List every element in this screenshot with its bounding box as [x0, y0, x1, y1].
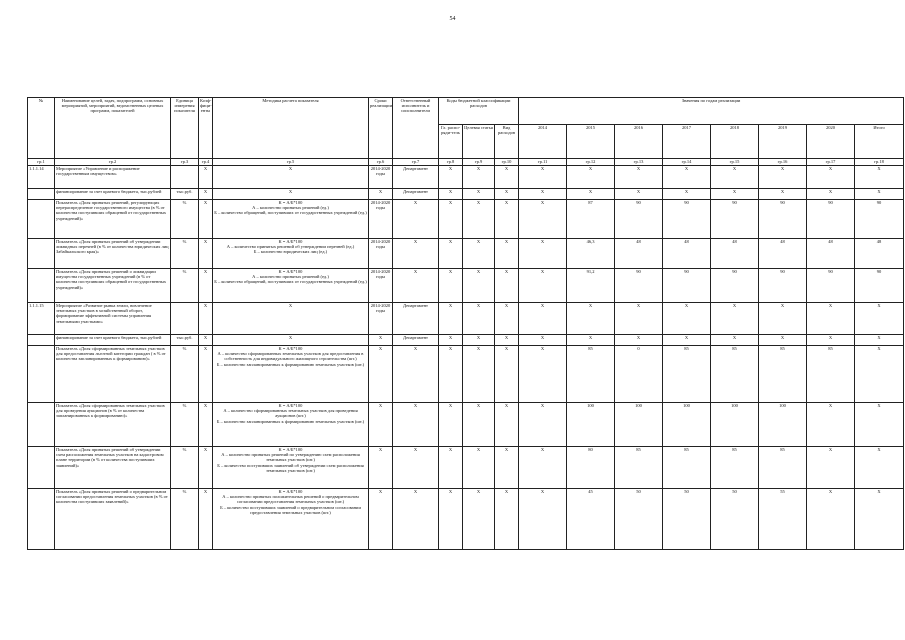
- header-year: 2017: [663, 125, 711, 159]
- row-year-value: X: [759, 166, 807, 189]
- column-number: гр.9: [463, 159, 495, 166]
- row-year-value: 90: [663, 269, 711, 303]
- row-year-value: 100: [567, 403, 615, 447]
- row-year-value: X: [567, 303, 615, 335]
- row-year-value: 50: [615, 489, 663, 550]
- row-year-value: 90: [663, 200, 711, 239]
- row-responsible: X: [393, 403, 439, 447]
- row-year-value: 90: [855, 200, 904, 239]
- row-number: [28, 403, 55, 447]
- row-year-value: X: [855, 489, 904, 550]
- row-year-value: X: [519, 269, 567, 303]
- row-term: X: [369, 346, 393, 403]
- row-responsible: X: [393, 346, 439, 403]
- column-number: гр.1: [28, 159, 55, 166]
- row-year-value: X: [615, 335, 663, 346]
- row-year-value: 50: [663, 489, 711, 550]
- row-year-value: X: [711, 303, 759, 335]
- row-budget-code: X: [495, 269, 519, 303]
- row-number: [28, 447, 55, 489]
- page-number: 54: [449, 16, 456, 22]
- row-year-value: 0: [615, 346, 663, 403]
- row-year-value: 48: [759, 239, 807, 269]
- row-budget-code: X: [439, 239, 463, 269]
- header-budget-codes: Коды бюджетной классификации расходов: [439, 98, 519, 125]
- table-row: [28, 489, 904, 550]
- row-budget-code: X: [495, 200, 519, 239]
- row-year-value: X: [855, 166, 904, 189]
- row-term: 2014-2020 годы: [369, 239, 393, 269]
- row-year-value: X: [855, 189, 904, 200]
- row-year-value: X: [807, 189, 855, 200]
- row-budget-code: X: [495, 239, 519, 269]
- row-term: 2014-2020 годы: [369, 269, 393, 303]
- row-responsible: Департамент: [393, 303, 439, 335]
- column-number: гр.15: [711, 159, 759, 166]
- row-year-value: X: [519, 303, 567, 335]
- row-name: Показатель «Доля принятых решений о предварительном согласовании предоставления земельных участков (в % от количества поступивших заявлений)»: [55, 489, 171, 550]
- table-row: [28, 346, 904, 403]
- row-number: [28, 335, 55, 346]
- row-year-value: 90: [711, 200, 759, 239]
- row-name: финансирование за счет краевого бюджета, тыс.рублей: [55, 335, 171, 346]
- row-responsible: X: [393, 269, 439, 303]
- row-method: К = А/Б*100 А – количество принятых решений об утверждении перечней (ед.) Б – количество юридических лиц (ед.): [213, 239, 369, 269]
- row-budget-code: X: [495, 447, 519, 489]
- row-year-value: X: [519, 239, 567, 269]
- row-budget-code: X: [439, 335, 463, 346]
- header-year: 2014: [519, 125, 567, 159]
- row-unit: %: [171, 239, 199, 269]
- table-row: [28, 403, 904, 447]
- row-year-value: X: [807, 303, 855, 335]
- row-budget-code: X: [495, 303, 519, 335]
- row-year-value: 45: [567, 489, 615, 550]
- header-code-expense-type: Вид расходов: [495, 125, 519, 159]
- row-unit: тыс.руб.: [171, 335, 199, 346]
- row-name: Показатель «Доля принятых решений, регулирующих перераспределение государственного имущества (в % от количества поступивших обращений от государственных учреждений)»: [55, 200, 171, 239]
- row-term: X: [369, 447, 393, 489]
- row-year-value: X: [567, 189, 615, 200]
- row-year-value: X: [855, 403, 904, 447]
- row-year-value: X: [615, 166, 663, 189]
- row-budget-code: X: [463, 346, 495, 403]
- row-year-value: X: [807, 447, 855, 489]
- row-budget-code: X: [439, 346, 463, 403]
- row-year-value: X: [855, 335, 904, 346]
- column-number: гр.8: [439, 159, 463, 166]
- header-year: 2018: [711, 125, 759, 159]
- row-coef: X: [199, 303, 213, 335]
- header-unit: Единица измерения показателя: [171, 98, 199, 159]
- row-year-value: 80: [567, 447, 615, 489]
- row-year-value: X: [519, 447, 567, 489]
- header-code-target-article: Целевая статья: [463, 125, 495, 159]
- row-year-value: X: [855, 303, 904, 335]
- header-coef: Коэф-фици-енты: [199, 98, 213, 159]
- row-year-value: 46,3: [567, 239, 615, 269]
- row-method: К = А/Б*100 А – количество сформированных земельных участков для проведения аукционов (шт.) Б – количество запланированных к формированию земельных участков (шт.): [213, 403, 369, 447]
- row-term: 2014-2020 годы: [369, 200, 393, 239]
- header-no: №: [28, 98, 55, 159]
- column-number: гр.11: [519, 159, 567, 166]
- row-year-value: X: [759, 303, 807, 335]
- row-unit: %: [171, 200, 199, 239]
- table-row: [28, 200, 904, 239]
- row-year-value: X: [519, 200, 567, 239]
- row-term: 2014-2020 годы: [369, 166, 393, 189]
- row-term: X: [369, 489, 393, 550]
- row-year-value: 48: [711, 239, 759, 269]
- row-budget-code: X: [495, 489, 519, 550]
- row-year-value: X: [807, 489, 855, 550]
- column-number: гр.12: [567, 159, 615, 166]
- row-budget-code: X: [495, 335, 519, 346]
- row-year-value: X: [567, 166, 615, 189]
- row-budget-code: X: [495, 403, 519, 447]
- row-year-value: X: [615, 189, 663, 200]
- row-year-value: 90: [807, 200, 855, 239]
- row-number: 1.1.1.15: [28, 303, 55, 335]
- header-name: Наименование целей, задач, подпрограмм, основных мероприятий, мероприятий, ведомственных целевых программ, показателей: [55, 98, 171, 159]
- row-term: 2014-2020 годы: [369, 303, 393, 335]
- row-budget-code: X: [439, 189, 463, 200]
- row-method: К = А/Б*100 А – количество сформированных земельных участков для предоставления в собственность для индивидуального жилищного строительства (шт.) Б – количество запланированных к формированию земельных участков (шт.): [213, 346, 369, 403]
- row-year-value: X: [519, 189, 567, 200]
- row-responsible: X: [393, 489, 439, 550]
- row-name: Показатель «Доля принятых решений о ликвидации имущества государственных учреждений (в % от количества поступивших обращений от государственных учреждений)»: [55, 269, 171, 303]
- row-budget-code: X: [463, 239, 495, 269]
- column-number: гр.5: [213, 159, 369, 166]
- row-year-value: X: [807, 403, 855, 447]
- row-year-value: 48: [855, 239, 904, 269]
- row-year-value: X: [711, 335, 759, 346]
- row-budget-code: X: [439, 166, 463, 189]
- row-unit: %: [171, 269, 199, 303]
- row-budget-code: X: [463, 303, 495, 335]
- row-name: Показатель «Доля принятых решений об утверждении схем расположения земельных участков на кадастровом плане территории (в % от количества поступивших заявлений)»: [55, 447, 171, 489]
- row-year-value: 50: [711, 489, 759, 550]
- table-row: [28, 189, 904, 200]
- row-year-value: 48: [807, 239, 855, 269]
- row-budget-code: X: [495, 189, 519, 200]
- row-year-value: X: [567, 335, 615, 346]
- row-year-value: 100: [711, 403, 759, 447]
- row-number: [28, 269, 55, 303]
- row-year-value: X: [663, 303, 711, 335]
- table-row: [28, 335, 904, 346]
- row-year-value: 90: [855, 269, 904, 303]
- row-year-value: 90: [807, 269, 855, 303]
- row-unit: тыс.руб.: [171, 189, 199, 200]
- column-number: гр.16: [759, 159, 807, 166]
- row-budget-code: X: [495, 166, 519, 189]
- row-name: Мероприятие «Развитие рынка земли, вовлечение земельных участков в хозяйственный оборот, формирование эффективной системы управления земельными участками»: [55, 303, 171, 335]
- row-year-value: 100: [663, 403, 711, 447]
- row-year-value: X: [663, 166, 711, 189]
- row-method: X: [213, 335, 369, 346]
- row-coef: X: [199, 200, 213, 239]
- table-body: [28, 166, 904, 550]
- row-year-value: X: [519, 335, 567, 346]
- row-number: 1.1.1.14: [28, 166, 55, 189]
- row-responsible: X: [393, 200, 439, 239]
- column-number: гр.14: [663, 159, 711, 166]
- row-method: К = А/Б*100 А – количество принятых решений по утверждению схем расположения земельных участков (шт.) Б – количество поступивших заявлений об утверждении схем расположения земельных участков (шт.): [213, 447, 369, 489]
- row-unit: [171, 303, 199, 335]
- column-number: гр.17: [807, 159, 855, 166]
- row-name: Мероприятие «Управление и распоряжение государственным имуществом»: [55, 166, 171, 189]
- row-year-value: X: [519, 489, 567, 550]
- row-year-value: 90: [759, 269, 807, 303]
- row-coef: X: [199, 269, 213, 303]
- row-coef: X: [199, 346, 213, 403]
- row-method: К = А/Б*100 А – количество принятых положительных решений о предварительном согласовании предоставления земельных участков (шт.) Б – количество поступивших заявлений о предварительном согласовании предоставления земельных участков (шт.): [213, 489, 369, 550]
- table-row: [28, 447, 904, 489]
- column-number: гр.7: [393, 159, 439, 166]
- row-budget-code: X: [463, 335, 495, 346]
- row-year-value: 85: [759, 346, 807, 403]
- row-year-value: 85: [807, 346, 855, 403]
- table-row: [28, 269, 904, 303]
- row-coef: X: [199, 189, 213, 200]
- row-year-value: 55: [759, 489, 807, 550]
- row-budget-code: X: [463, 447, 495, 489]
- row-coef: X: [199, 166, 213, 189]
- row-budget-code: X: [439, 403, 463, 447]
- row-method: X: [213, 303, 369, 335]
- row-year-value: 85: [567, 346, 615, 403]
- row-year-value: X: [663, 189, 711, 200]
- row-name: финансирование за счет краевого бюджета, тыс.рублей: [55, 189, 171, 200]
- row-number: [28, 239, 55, 269]
- row-unit: %: [171, 346, 199, 403]
- program-indicators-table: [27, 97, 904, 550]
- row-number: [28, 346, 55, 403]
- row-year-value: 100: [759, 403, 807, 447]
- row-year-value: 85: [711, 447, 759, 489]
- row-name: Показатель «Доля сформированных земельных участков для предоставления льготной категории граждан ( в % от количества запланированных к формированию)»: [55, 346, 171, 403]
- row-budget-code: X: [463, 166, 495, 189]
- row-year-value: 85: [759, 447, 807, 489]
- row-coef: X: [199, 447, 213, 489]
- row-year-value: X: [807, 335, 855, 346]
- row-responsible: Департамент: [393, 335, 439, 346]
- header-year: 2016: [615, 125, 663, 159]
- header-year: 2015: [567, 125, 615, 159]
- header-year: Итого: [855, 125, 904, 159]
- row-budget-code: X: [439, 303, 463, 335]
- row-unit: [171, 166, 199, 189]
- row-budget-code: X: [439, 447, 463, 489]
- row-budget-code: X: [439, 489, 463, 550]
- row-year-value: 100: [615, 403, 663, 447]
- row-method: К = А/Б*100 А – количество принятых решений (ед.) Б – количество обращений, поступивших от государственных учреждений (ед.): [213, 269, 369, 303]
- column-number: гр.10: [495, 159, 519, 166]
- row-year-value: 90: [615, 200, 663, 239]
- row-year-value: 90: [711, 269, 759, 303]
- row-year-value: 90: [615, 269, 663, 303]
- row-coef: X: [199, 403, 213, 447]
- row-coef: X: [199, 239, 213, 269]
- row-year-value: 85: [663, 447, 711, 489]
- row-number: [28, 189, 55, 200]
- header-row-1: [28, 98, 904, 125]
- row-budget-code: X: [463, 200, 495, 239]
- row-method: К = А/Б*100 А – количество принятых решений (ед.) Б – количество обращений, поступивших от государственных учреждений (ед.): [213, 200, 369, 239]
- row-responsible: X: [393, 239, 439, 269]
- column-number: гр.3: [171, 159, 199, 166]
- column-number: гр.6: [369, 159, 393, 166]
- header-method: Методика расчета показателя: [213, 98, 369, 159]
- row-year-value: X: [759, 335, 807, 346]
- row-year-value: X: [615, 303, 663, 335]
- row-responsible: Департамент: [393, 189, 439, 200]
- row-responsible: X: [393, 447, 439, 489]
- row-year-value: X: [759, 189, 807, 200]
- row-term: X: [369, 335, 393, 346]
- row-year-value: X: [519, 346, 567, 403]
- row-name: Показатель «Доля сформированных земельных участков для проведения аукционов (в % от количества запланированных к формированию)»: [55, 403, 171, 447]
- row-year-value: 91,2: [567, 269, 615, 303]
- row-year-value: 85: [711, 346, 759, 403]
- row-budget-code: X: [463, 403, 495, 447]
- row-coef: X: [199, 489, 213, 550]
- header-code-main-manager: Гл. распо-ряди-тель: [439, 125, 463, 159]
- table-row: [28, 303, 904, 335]
- row-budget-code: X: [439, 269, 463, 303]
- column-numbering-row: [28, 159, 904, 166]
- row-year-value: 90: [759, 200, 807, 239]
- row-year-value: 87: [567, 200, 615, 239]
- row-number: [28, 489, 55, 550]
- column-number: гр.4: [199, 159, 213, 166]
- row-term: X: [369, 189, 393, 200]
- header-responsible: Ответственный исполнитель и соисполнители: [393, 98, 439, 159]
- column-number: гр.2: [55, 159, 171, 166]
- row-budget-code: X: [495, 346, 519, 403]
- row-year-value: 48: [615, 239, 663, 269]
- row-budget-code: X: [463, 189, 495, 200]
- row-budget-code: X: [463, 269, 495, 303]
- table-row: [28, 239, 904, 269]
- header-values-by-year: Значения по годам реализации: [519, 98, 904, 125]
- row-budget-code: X: [463, 489, 495, 550]
- row-year-value: X: [807, 166, 855, 189]
- row-year-value: X: [519, 403, 567, 447]
- row-year-value: 85: [615, 447, 663, 489]
- row-year-value: 48: [663, 239, 711, 269]
- row-term: X: [369, 403, 393, 447]
- column-number: гр.18: [855, 159, 904, 166]
- row-responsible: Департамент: [393, 166, 439, 189]
- row-unit: %: [171, 447, 199, 489]
- row-coef: X: [199, 335, 213, 346]
- header-term: Сроки реализации: [369, 98, 393, 159]
- row-year-value: X: [711, 189, 759, 200]
- row-year-value: X: [663, 335, 711, 346]
- row-budget-code: X: [439, 200, 463, 239]
- column-number: гр.13: [615, 159, 663, 166]
- row-number: [28, 200, 55, 239]
- row-year-value: X: [519, 166, 567, 189]
- row-year-value: X: [855, 346, 904, 403]
- row-method: X: [213, 189, 369, 200]
- row-method: X: [213, 166, 369, 189]
- table-header: [28, 98, 904, 166]
- row-year-value: X: [711, 166, 759, 189]
- table-row: [28, 166, 904, 189]
- row-unit: %: [171, 489, 199, 550]
- row-year-value: X: [855, 447, 904, 489]
- header-year: 2020: [807, 125, 855, 159]
- row-unit: %: [171, 403, 199, 447]
- row-name: Показатель «Доля принятых решений об утверждении ликвидных перечней (в % от количества юридических лиц Забайкальского края)»: [55, 239, 171, 269]
- header-year: 2019: [759, 125, 807, 159]
- row-year-value: 85: [663, 346, 711, 403]
